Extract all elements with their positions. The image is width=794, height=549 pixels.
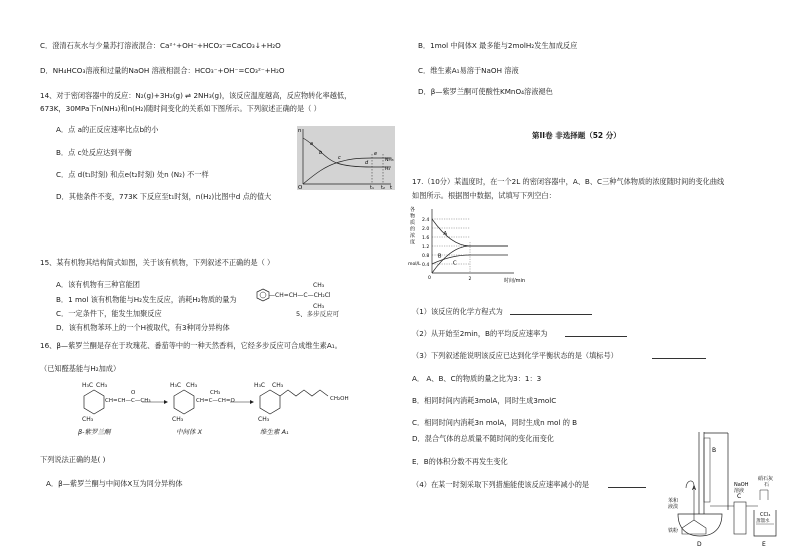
q16-m1-chain: CH=CH—C—CH₃ (105, 398, 151, 404)
q17-sub3: （3）下列叙述能说明该反应已达到化学平衡状态的是（填标号） (412, 351, 618, 360)
q16-m2-ch3-bottom: CH₃ (172, 416, 184, 423)
chart-ytick-label: 1.6 (422, 235, 430, 241)
q16-m3-ch2oh: CH₂OH (330, 396, 349, 402)
label-naoh: NaOH (734, 482, 749, 488)
q15-chain: —CH=CH—C—CH₂Cl (269, 292, 331, 299)
label-b: B (712, 447, 717, 454)
label-d: D (697, 541, 702, 548)
q13-option-c: C．澄清石灰水与少量苏打溶液混合：Ca²⁺+OH⁻+HCO₃⁻=CaCO₃↓+H₂O (40, 41, 281, 50)
chart-ytick-label: 0.4 (422, 262, 430, 268)
q17-option-c: C．相同时间内消耗3n molA，同时生成n mol 的 B (412, 418, 578, 427)
q16-m3-ch3-bottom: CH₃ (258, 416, 270, 423)
chart-ylabel-char: 度 (410, 239, 416, 246)
q15-ring-hexagon (257, 289, 269, 301)
q15-option-b: B．1 mol 该有机物能与H₂发生反应，消耗H₂物质的量为 (56, 295, 237, 304)
label-bromine: 液溴 (668, 504, 679, 510)
condenser-jacket (704, 438, 710, 502)
q14-option-c: C．点 d(t₁时刻) 和点e(t₂时刻) 处n (N₂) 不一样 (56, 170, 209, 179)
q13-option-d: D．NH₄HCO₃溶液和过量的NaOH 溶液相混合：HCO₃⁻+OH⁻=CO₃²⁻+H₂O (40, 66, 285, 75)
q16-ring-3 (260, 390, 280, 414)
q15-ch3-top: CH₃ (313, 282, 325, 289)
q17-option-e: E．B的体积分数不再发生变化 (412, 457, 508, 466)
q16-m1-ch3-bottom: CH₃ (82, 416, 94, 423)
q14-point-c: c (338, 155, 341, 161)
q17-sub1: （1）该反应的化学方程式为 (412, 307, 503, 316)
q16-caption-ionone: β-紫罗兰酮 (78, 428, 111, 436)
wash-bottle (734, 502, 746, 534)
chart-ylabel-char: 的 (410, 226, 416, 233)
q16-arrow-1-head (164, 400, 168, 404)
label-iron-powder: 铁粉 (668, 528, 679, 534)
chart-series-label-a: A (443, 231, 448, 238)
q17-stem-line2: 如图所示。根据图中数据，试填写下列空白： (412, 191, 556, 200)
q17-answer-blank-4[interactable] (608, 487, 646, 488)
q14-point-d: d (365, 160, 369, 166)
q15-benzene-ring (256, 289, 270, 301)
chart-ylabel-unit: mol/L (408, 262, 421, 267)
chart-xtick-label: 2 (468, 277, 472, 282)
q17-chart (408, 207, 526, 287)
q15-option-d: D．该有机物苯环上的一个H被取代，有3种同分异构体 (56, 323, 230, 332)
q16-m1-o: O (131, 390, 136, 396)
q16-ring-2 (174, 390, 194, 414)
chart-ytick-label: 1.2 (422, 244, 430, 250)
q14-point-a: a (310, 141, 314, 147)
label-c: C (737, 493, 742, 500)
chart-series-label-c: C (452, 260, 457, 267)
q14-label-h2: H₂ (385, 167, 391, 172)
chart-series-label-b: B (437, 253, 442, 260)
q16-polyene-chain (280, 390, 328, 396)
flask-d (678, 514, 722, 536)
section-heading: 第II卷 非选择题（52 分） (532, 131, 621, 140)
q14-t2-label: t₂ (381, 185, 385, 191)
q15-option-c: C．一定条件下，能发生加聚反应 (56, 309, 162, 318)
chart-xlabel: 时间/min (504, 278, 526, 284)
q15-ring-circle (260, 292, 266, 298)
q15-stem: 15、某有机物其结构简式如图，关于该有机物，下列叙述不正确的是（ ） (40, 258, 275, 267)
label-solution: 溶液 (734, 488, 745, 494)
q17-sub2: （2）从开始至2min，B的平均反应速率为 (412, 329, 548, 338)
chart-ylabel-char: 浓 (410, 233, 416, 239)
label-lime-2: 石 (764, 482, 770, 488)
chart-ylabel-char: 质 (410, 220, 416, 226)
q16-note: （已知醛基能与H₂加成） (40, 364, 121, 373)
label-ccl4: CCl₄ (760, 512, 771, 518)
q16-m1-h3c: H₃C (82, 382, 94, 389)
q14-option-a: A．点 a的正反应速率比点b的小 (56, 125, 159, 134)
q16-option-a: A．β—紫罗兰酮与中间体X互为同分异构体 (46, 479, 183, 488)
q16-m2-ch3-side: CH₃ (210, 390, 221, 396)
q16-caption-x: 中间体 X (176, 428, 203, 436)
q16-m1-ch3: CH₃ (96, 382, 108, 389)
q16-m3-ch3: CH₃ (272, 382, 284, 389)
q14-option-d: D．其他条件不变，773K 下反应至t₁时刻，n(H₂)比图中d 点的值大 (56, 192, 272, 201)
q16-m2-ch3: CH₃ (186, 382, 198, 389)
label-water: 蒸馏水 (756, 519, 770, 524)
chart-ytick-label: 2.4 (422, 217, 430, 223)
q16-option-c-right: C．维生素A₁易溶于NaOH 溶液 (418, 66, 519, 75)
q15-overlap-text: 5、多步反应可 (296, 310, 340, 318)
q17-option-d: D．混合气体的总质量不随时间的变化而变化 (412, 434, 555, 443)
chart-ytick-label: 0.8 (422, 253, 430, 259)
q15-option-a: A．该有机物有三种官能团 (56, 280, 140, 289)
q16-m3-h3c: H₃C (254, 382, 266, 389)
q16-arrow-2-head (250, 400, 254, 404)
q17-answer-blank-3[interactable] (652, 358, 706, 359)
q14-graph-svg (297, 126, 395, 190)
q14-label-nh3: NH₃ (385, 158, 394, 163)
q14-option-b: B．点 c处反应达到平衡 (56, 148, 132, 157)
q16-synthesis-scheme (70, 380, 350, 440)
q15-ch3-bottom: CH₃ (313, 303, 325, 310)
q14-nh3-curve (303, 158, 391, 184)
chart-ylabel-char: 各 (410, 207, 416, 213)
q14-graph (297, 126, 395, 190)
label-benzene: 苯和 (668, 498, 679, 504)
q14-xlabel: t (390, 185, 393, 191)
label-lime-1: 硝石灰 (758, 476, 774, 482)
q16-ring-1 (84, 390, 104, 414)
q16-m2-chain: CH=C—CH=O (196, 398, 235, 404)
q16-caption-a1: 维生素 A₁ (260, 428, 289, 436)
q14-stem-line1: 14、对于密闭容器中的反应：N₂(g)+3H₂(g) ⇌ 2NH₃(g)，该反应温度越高，反应物转化率越低， (40, 91, 352, 100)
q14-h2-curve (303, 138, 391, 167)
q14-ylabel: n (298, 128, 302, 134)
q16-m2-h3c: H₃C (170, 382, 182, 389)
chart-ytick-label: 0 (428, 276, 431, 281)
q16-option-b: B．1mol 中间体X 最多能与2molH₂发生加成反应 (418, 41, 578, 50)
q14-stem-line2: 673K，30MPa下n(NH₃)和n(H₂)随时间变化的关系如下图所示。下列叙述正确的是（ ） (40, 104, 321, 113)
q16-option-d-right: D．β—紫罗兰酮可使酸性KMnO₄溶液褪色 (418, 87, 553, 96)
q14-point-b: b (319, 150, 323, 156)
q14-point-e: e (374, 151, 378, 157)
q16-stem: 16、β—紫罗兰酮是存在于玫瑰花、番茄等中的一种天然香料，它经多步反应可合成维生素A₁。 (40, 341, 342, 350)
q17-answer-blank-1[interactable] (510, 314, 592, 315)
chart-ylabel-char: 物 (410, 213, 416, 220)
q17-stem-line1: 17.（10分）某温度时，在一个2L 的密闭容器中，A、B、C三种气体物质的浓度随时间的变化曲线 (412, 177, 725, 186)
chart-ytick-label: 2.0 (422, 226, 430, 232)
q17-answer-blank-2[interactable] (565, 336, 627, 337)
q17-option-b: B．相同时间内消耗3molA，同时生成3molC (412, 396, 557, 405)
q14-origin: O (298, 185, 303, 191)
q17-sub4: （4）在某一时刻采取下列措施能使该反应速率减小的是 (412, 480, 590, 489)
q14-t1-label: t₁ (370, 185, 374, 191)
q17-option-a: A． A、B、C的物质的量之比为3：1：3 (412, 374, 542, 383)
q16-question: 下列说法正确的是( ) (40, 455, 106, 464)
drying-tube (760, 490, 768, 500)
apparatus-diagram (668, 428, 788, 548)
label-a: A (692, 485, 697, 492)
label-e: E (762, 541, 766, 548)
